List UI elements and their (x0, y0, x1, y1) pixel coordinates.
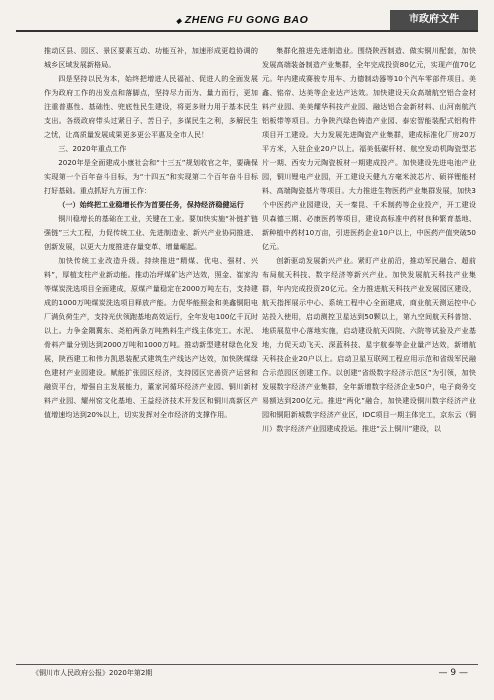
journal-title: ◆ ZHENG FU GONG BAO (176, 14, 309, 26)
paragraph: 推动区县、园区、景区要素互动、功能互补，加速形成更趋协调的城乡区域发展新格局。 (44, 46, 258, 69)
subheading: （一）始终把工业稳增长作为首要任务，保持经济稳健运行 (58, 200, 244, 209)
paragraph: 加快传统工业改造升级。持续推进“精煤、优电、强材、兴料”，厚植支柱产业新动能。推动冶坪煤矿达产达效，照金、崔家沟等煤炭洗选项目全面建成，原煤产量稳定在2000万吨左右，支持建成的1000万吨煤炭洗选项目释放产能。力促华能照金和美鑫铜阳电厂满负荷生产，支持光伏领跑基地高效运行，全年发电100亿千瓦时以上。力争金隅冀东、尧柏两条万吨熟料生产线主体完工。水泥、骨料产量分别达到2000万吨和1000万吨。推动新型建材绿色化发展，陕西建工和伟力凯恩装配式建筑生产线达产达效，加快陕煤绿色建材产业园建设。赋能扩张园区经济，支持园区完善资产运营和融资平台，增强自主发展能力，董家河循环经济产业园、铜川新材料产业园、耀州窑文化基地、王益经济技术开发区和铜川高新区产值增速均达到20%以上，切实发挥对全市经济的支撑作用。 (44, 256, 258, 419)
page-number: — 9 — (438, 668, 468, 678)
page-header (16, 12, 478, 32)
page-footer (16, 664, 478, 681)
paragraph: 2020年是全面建成小康社会和“十三五”规划收官之年，要确保实现第一个百年奋斗目标，为“十四五”和实现第二个百年奋斗目标打好基础。重点抓好九方面工作： (44, 158, 258, 195)
right-column (262, 44, 476, 436)
section-heading: 三、2020年重点工作 (58, 144, 127, 153)
section-badge: 市政府文件 (390, 10, 478, 30)
paragraph: 四是坚持以民为本，始终把增进人民福祉、促进人的全面发展作为政府工作的出发点和落脚点，坚持尽力而为、量力而行，更加注重普惠性、基础性、兜底性民生建设，将更多财力用于基本民生支出。各级政府带头过紧日子、苦日子，多谋民生之利，多解民生之忧，让高质量发展成果更多更公平惠及全市人民！ (44, 74, 258, 139)
left-column (44, 44, 258, 422)
paragraph: 创新驱动发展新兴产业。紧盯产业前沿，推动军民融合、超前布局航天科技、数字经济等新兴产业。加快发展航天科技产业集群，年内完成投资20亿元。全力推进航天科技产业发展园区建设，航天指挥展示中心、系统工程中心全面建成，商业航天测运控中心站投入使用，启动测控卫星达到50颗以上，第九空间航天科普馆、地质展览中心落地实施，启动建设航天四院、六院等试验及产业基地，力促天动飞天、深蓝科技、星宇航泰等企业量产达效，新增航天科技企业20户以上。启动卫星互联网工程应用示范和省级军民融合示范园区创建工作。以创建“省级数字经济示范区”为引领，加快发展数字经济产业集群，全年新增数字经济企业50户，电子商务交易额达到200亿元。推进“两化”融合，加快建设铜川数字经济产业园和铜阳新城数字经济产业区，IDC项目一期主体完工，京东云（铜川）数字经济产业园建成投运。推进“云上铜川”建设，以 (262, 256, 476, 433)
paragraph: 铜川稳增长的基础在工业，关键在工业。要加快实施“补链扩链强链”三大工程，力促传统工业、先进制造业、新兴产业协同推进、创新发展，以更大力度推进存量变革、增量崛起。 (44, 214, 258, 251)
footer-publication: 《铜川市人民政府公报》2020年第2期 (32, 669, 153, 677)
journal-title-text: ZHENG FU GONG BAO (184, 14, 309, 26)
paragraph: 集群化推进先进制造业。围绕陕西制造、做实铜川配套，加快发展高端装备制造产业集群，全年完成投资80亿元，实现产值70亿元。年内建成赛骏专用车、力德制动器等10个汽车零部件项目。美鑫、铭帝、达美等企业达产达效。加快建设天众高端航空铝合金材料产业园、美美耀华科技产业园、融达铝合金新材料、山河南航汽铝板带等项目。力争陕汽绿色铸造产业园、泰宏智能装配式铝构件项目开工建设。大力发展先进陶瓷产业集群，建成标准化厂房20万平方米，入驻企业20户以上。福美低碳杆材、航空发动机陶瓷型芯片一期、西安力元陶瓷板材一期建成投产。加快建设先进电池产业园，铜川锂电产业园，开工建设天健九方毫米波芯片、硕祥锂能材料、高端陶瓷基片等项目。大力推进生物医药产业集群发展，加快3个中医药产业园建设，天一秦昆、千禾制药等企业投产，开工建设贝森德三期、必康医药等项目，建设高标准中药材良种繁育基地、新种植中药材10万亩，引进医药企业10户以上，中医药产值突破50亿元。 (262, 46, 476, 251)
